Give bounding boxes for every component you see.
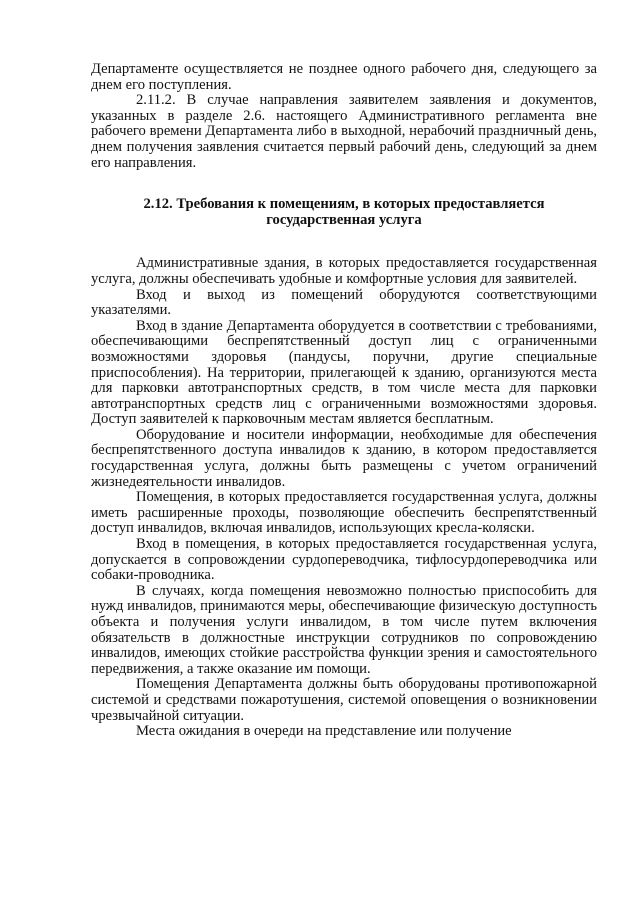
- paragraph-continuation: Департаменте осуществляется не позднее одного рабочего дня, следующего за днем его поступления.: [91, 61, 597, 93]
- paragraph-accompaniment: Вход в помещения, в которых предоставляется государственная услуга, допускается в сопровождении сурдопереводчика, тифлосурдопереводчика или собаки-проводника.: [91, 536, 597, 584]
- paragraph-wide-passages: Помещения, в которых предоставляется государственная услуга, должны иметь расширенные проходы, позволяющие обеспечить беспрепятственный доступ инвалидов, включая инвалидов, использующих кресла-коляски.: [91, 489, 597, 537]
- paragraph-entrance-signs: Вход и выход из помещений оборудуются соответствующими указателями.: [91, 286, 597, 319]
- paragraph-building-access: Вход в здание Департамента оборудуется в соответствии с требованиями, обеспечивающими беспрепятственный доступ лиц с ограниченными возможностями здоровья (пандусы, поручни, другие специальные приспособления). На территории, прилегающей к зданию, организуются места для парковки автотранспортных средств, в том числе места для парковки автотранспортных средств лиц с ограниченными возможностями здоровья. Доступ заявителей к парковочным местам является бесплатным.: [91, 317, 597, 428]
- paragraph-waiting-places: Места ожидания в очереди на представление или получение: [136, 723, 512, 740]
- section-heading-line-1: 2.12. Требования к помещениям, в которых предоставляется: [143, 196, 545, 213]
- section-heading-2-12: [91, 197, 597, 228]
- section-heading-line-2: государственная услуга: [266, 211, 422, 228]
- paragraph-fire-safety: Помещения Департамента должны быть оборудованы противопожарной системой и средствами пожаротушения, системой оповещения о возникновении чрезвычайной ситуации.: [91, 676, 597, 724]
- paragraph-admin-buildings: Административные здания, в которых предоставляется государственная услуга, должны обеспечивать удобные и комфортные условия для заявителей.: [91, 255, 597, 287]
- paragraph-2-11-2: 2.11.2. В случае направления заявителем заявления и документов, указанных в разделе 2.6. настоящего Административного регламента вне рабочего времени Департамента либо в выходной, нерабочий праздничный день, днем получения заявления считается первый рабочий день, следующий за днем его направления.: [91, 92, 597, 171]
- document-page: [91, 62, 597, 740]
- paragraph-accessibility-measures: В случаях, когда помещения невозможно полностью приспособить для нужд инвалидов, принимаются меры, обеспечивающие физическую доступность объекта и получения услуги инвалидом, в том числе путем включения обязательств в должностные инструкции сотрудников по сопровождению инвалидов, имеющих стойкие расстройства функции зрения и самостоятельного передвижения, а также оказание им помощи.: [91, 582, 597, 677]
- paragraph-equipment-info: Оборудование и носители информации, необходимые для обеспечения беспрепятственного доступа инвалидов к зданию, в котором предоставляется государственная услуга, должны быть размещены с учетом ограничений жизнедеятельности инвалидов.: [91, 426, 597, 490]
